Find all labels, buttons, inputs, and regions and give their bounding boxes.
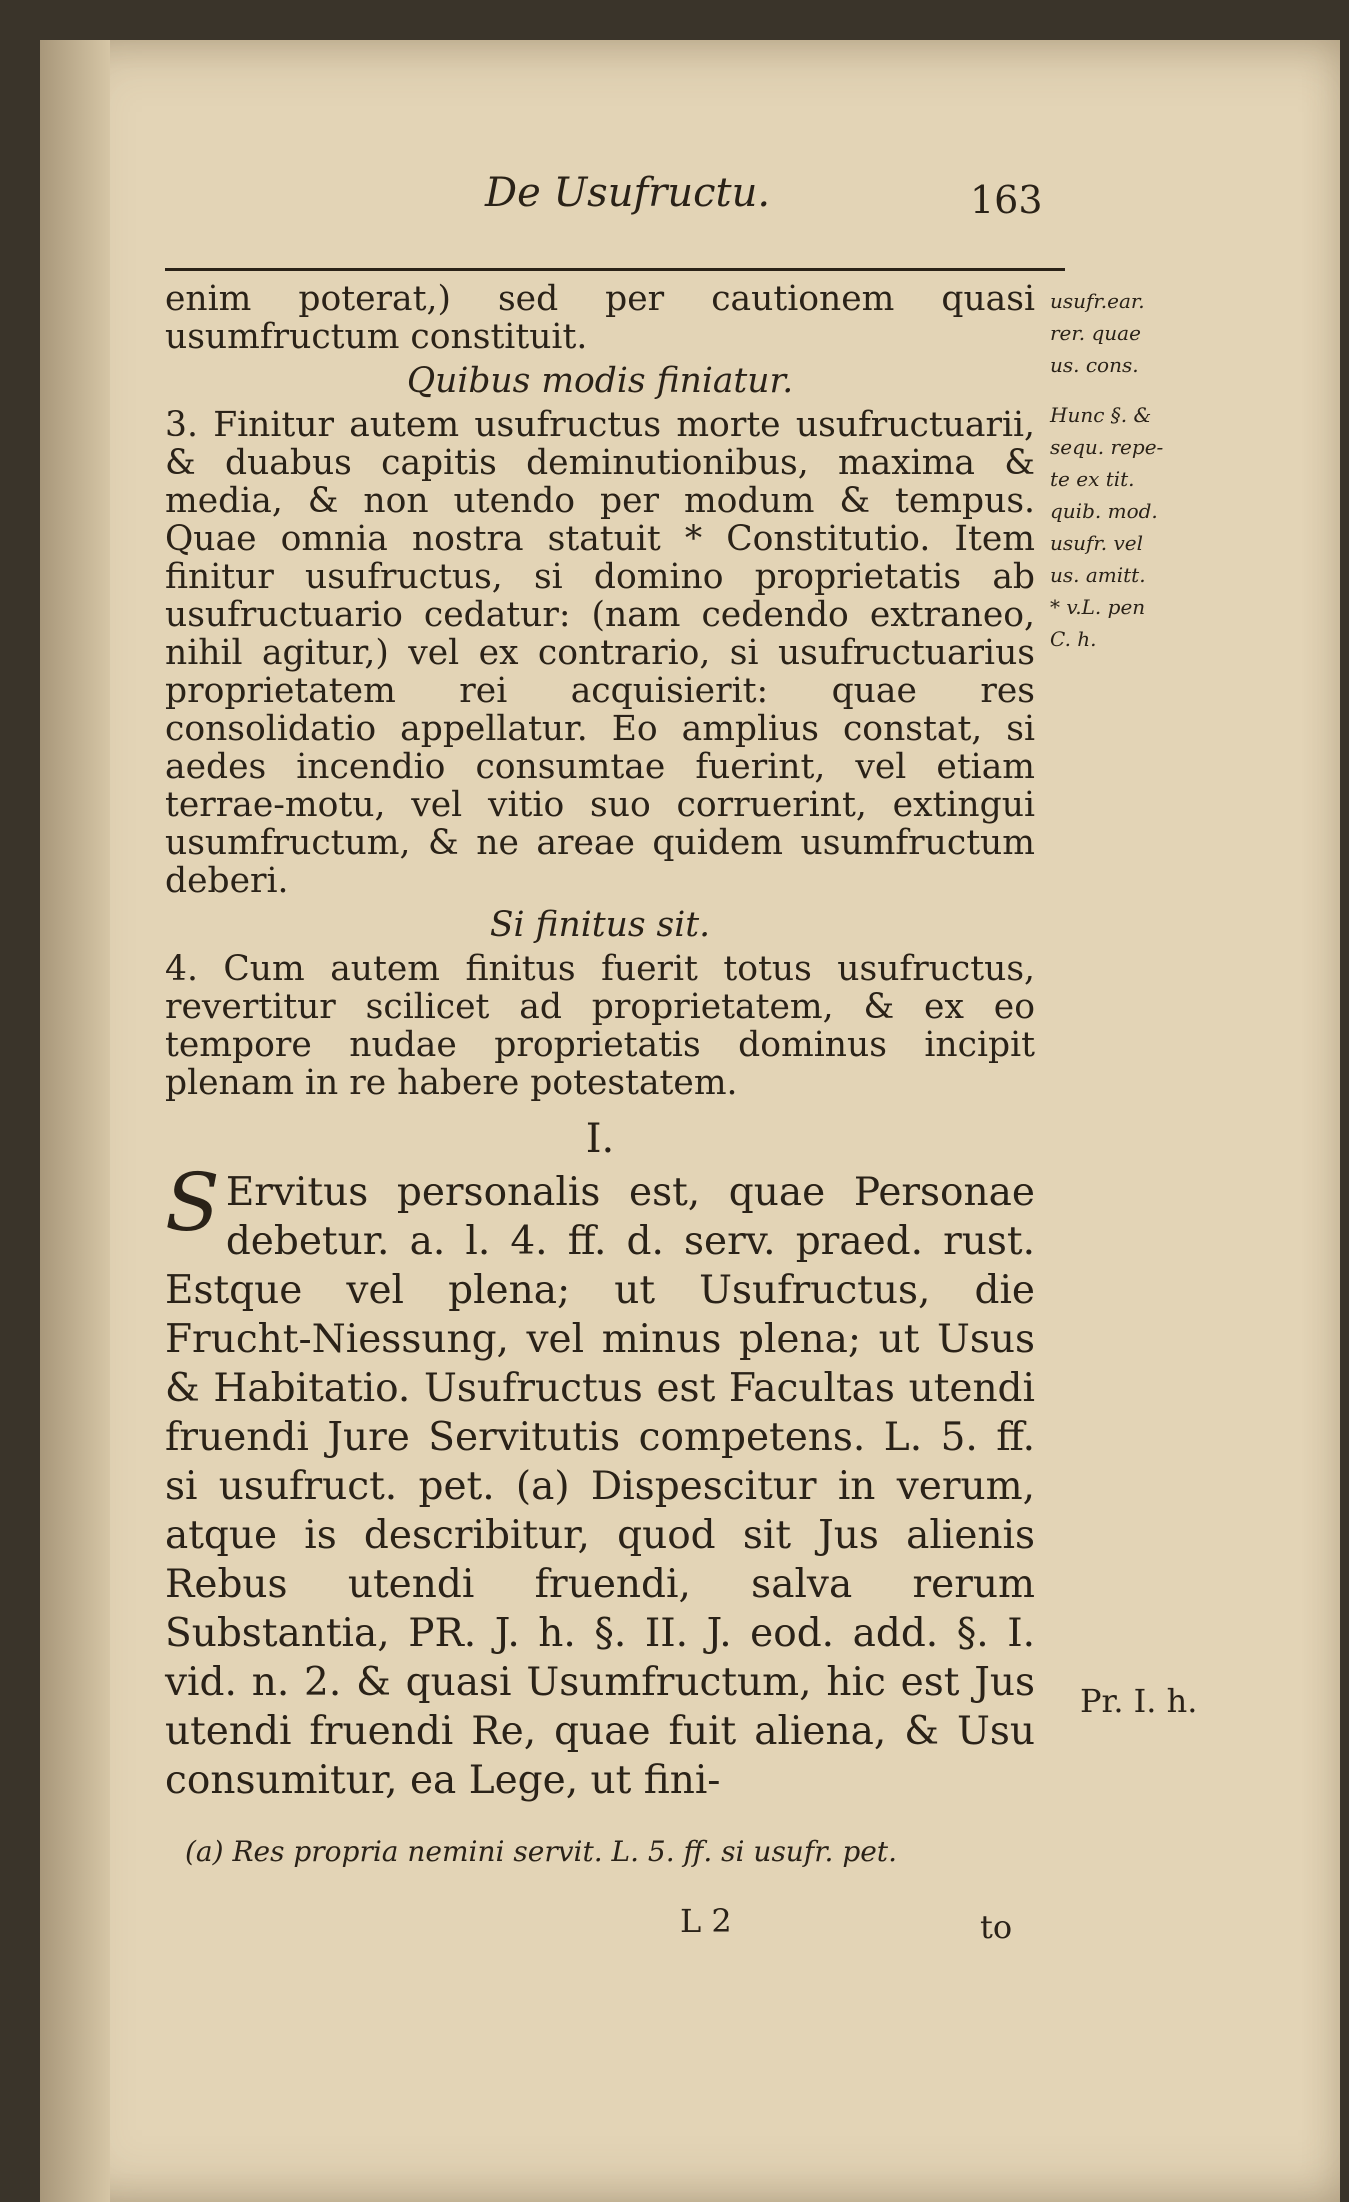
footnote: (a) Res propria nemini servit. L. 5. ff. si usufr. pet.	[185, 1835, 897, 1868]
side-reference: Pr. I. h.	[1080, 1682, 1198, 1720]
header-rule	[165, 268, 1065, 271]
commentary-body: Ervitus personalis est, quae Personae debetur. a. l. 4. ff. d. serv. praed. rust. Estque vel plena; ut Usufructus, die Frucht-Niessung, vel minus plena; ut Usus & Habitatio. Usufructus est Facultas utendi fruendi Jure Servitutis competens. L. 5. ff. si usufruct. pet. (a) Dispescitur in verum, atque is describitur, quod sit Jus alienis Rebus utendi fruendi, salva rerum Substantia, PR. J. h. §. II. J. eod. add. §. I. vid. n. 2. & quasi Usumfructum, hic est Jus utendi fruendi Re, quae fuit aliena, & Usu consumitur, ea Lege, ut fini-	[165, 1170, 1035, 1803]
margin-note: te ex tit.	[1050, 467, 1135, 491]
paragraph-4: 4. Cum autem finitus fuerit totus usufructus, revertitur scilicet ad proprietatem, & ex eo tempore nudae proprietatis dominus incipit plenam in re habere potestatem.	[165, 949, 1035, 1103]
main-text	[165, 280, 1035, 1805]
catchword: to	[980, 1908, 1013, 1946]
book-page	[40, 40, 1340, 2202]
running-title: De Usufructu.	[485, 170, 771, 216]
section-numeral: I.	[585, 1116, 615, 1162]
margin-note: Hunc §. &	[1050, 403, 1152, 427]
signature-mark: L 2	[680, 1902, 732, 1940]
margin-note: us. cons.	[1050, 353, 1139, 377]
drop-cap: S	[165, 1156, 220, 1249]
subheading-quibus-modis: Quibus modis finiatur.	[406, 361, 794, 401]
margin-note: sequ. repe-	[1050, 435, 1164, 459]
margin-note: us. amitt.	[1050, 563, 1146, 587]
margin-note: C. h.	[1050, 627, 1097, 651]
page-gutter	[40, 40, 110, 2202]
subheading-si-finitus: Si finitus sit.	[489, 905, 711, 945]
margin-note: usufr.ear.	[1050, 289, 1145, 313]
margin-notes	[1050, 285, 1190, 655]
page-number: 163	[970, 178, 1043, 222]
margin-note: usufr. vel	[1050, 531, 1144, 555]
commentary-text	[165, 1156, 1035, 1805]
paragraph-3: 3. Finitur autem usufructus morte usufructuarii, & duabus capitis deminutionibus, maxima & media, & non utendo per modum & tempus. Quae omnia nostra statuit * Constitutio. Item finitur usufructus, si domino proprietatis ab usufructuario cedatur: (nam cedendo extraneo, nihil agitur,) vel ex contrario, si usufructuarius proprietatem rei acquisierit: quae res consolidatio appellatur. Eo amplius constat, si aedes incendio consumtae fuerint, vel etiam terrae-motu, vel vitio suo corruerint, extingui usumfructum, & ne areae quidem usumfructum deberi.	[165, 405, 1035, 901]
margin-note: rer. quae	[1050, 321, 1141, 345]
margin-note: * v.L. pen	[1050, 595, 1146, 619]
paragraph-continuation: enim poterat,) sed per cautionem quasi usumfructum constituit.	[165, 279, 1035, 357]
margin-note: quib. mod.	[1050, 499, 1158, 523]
